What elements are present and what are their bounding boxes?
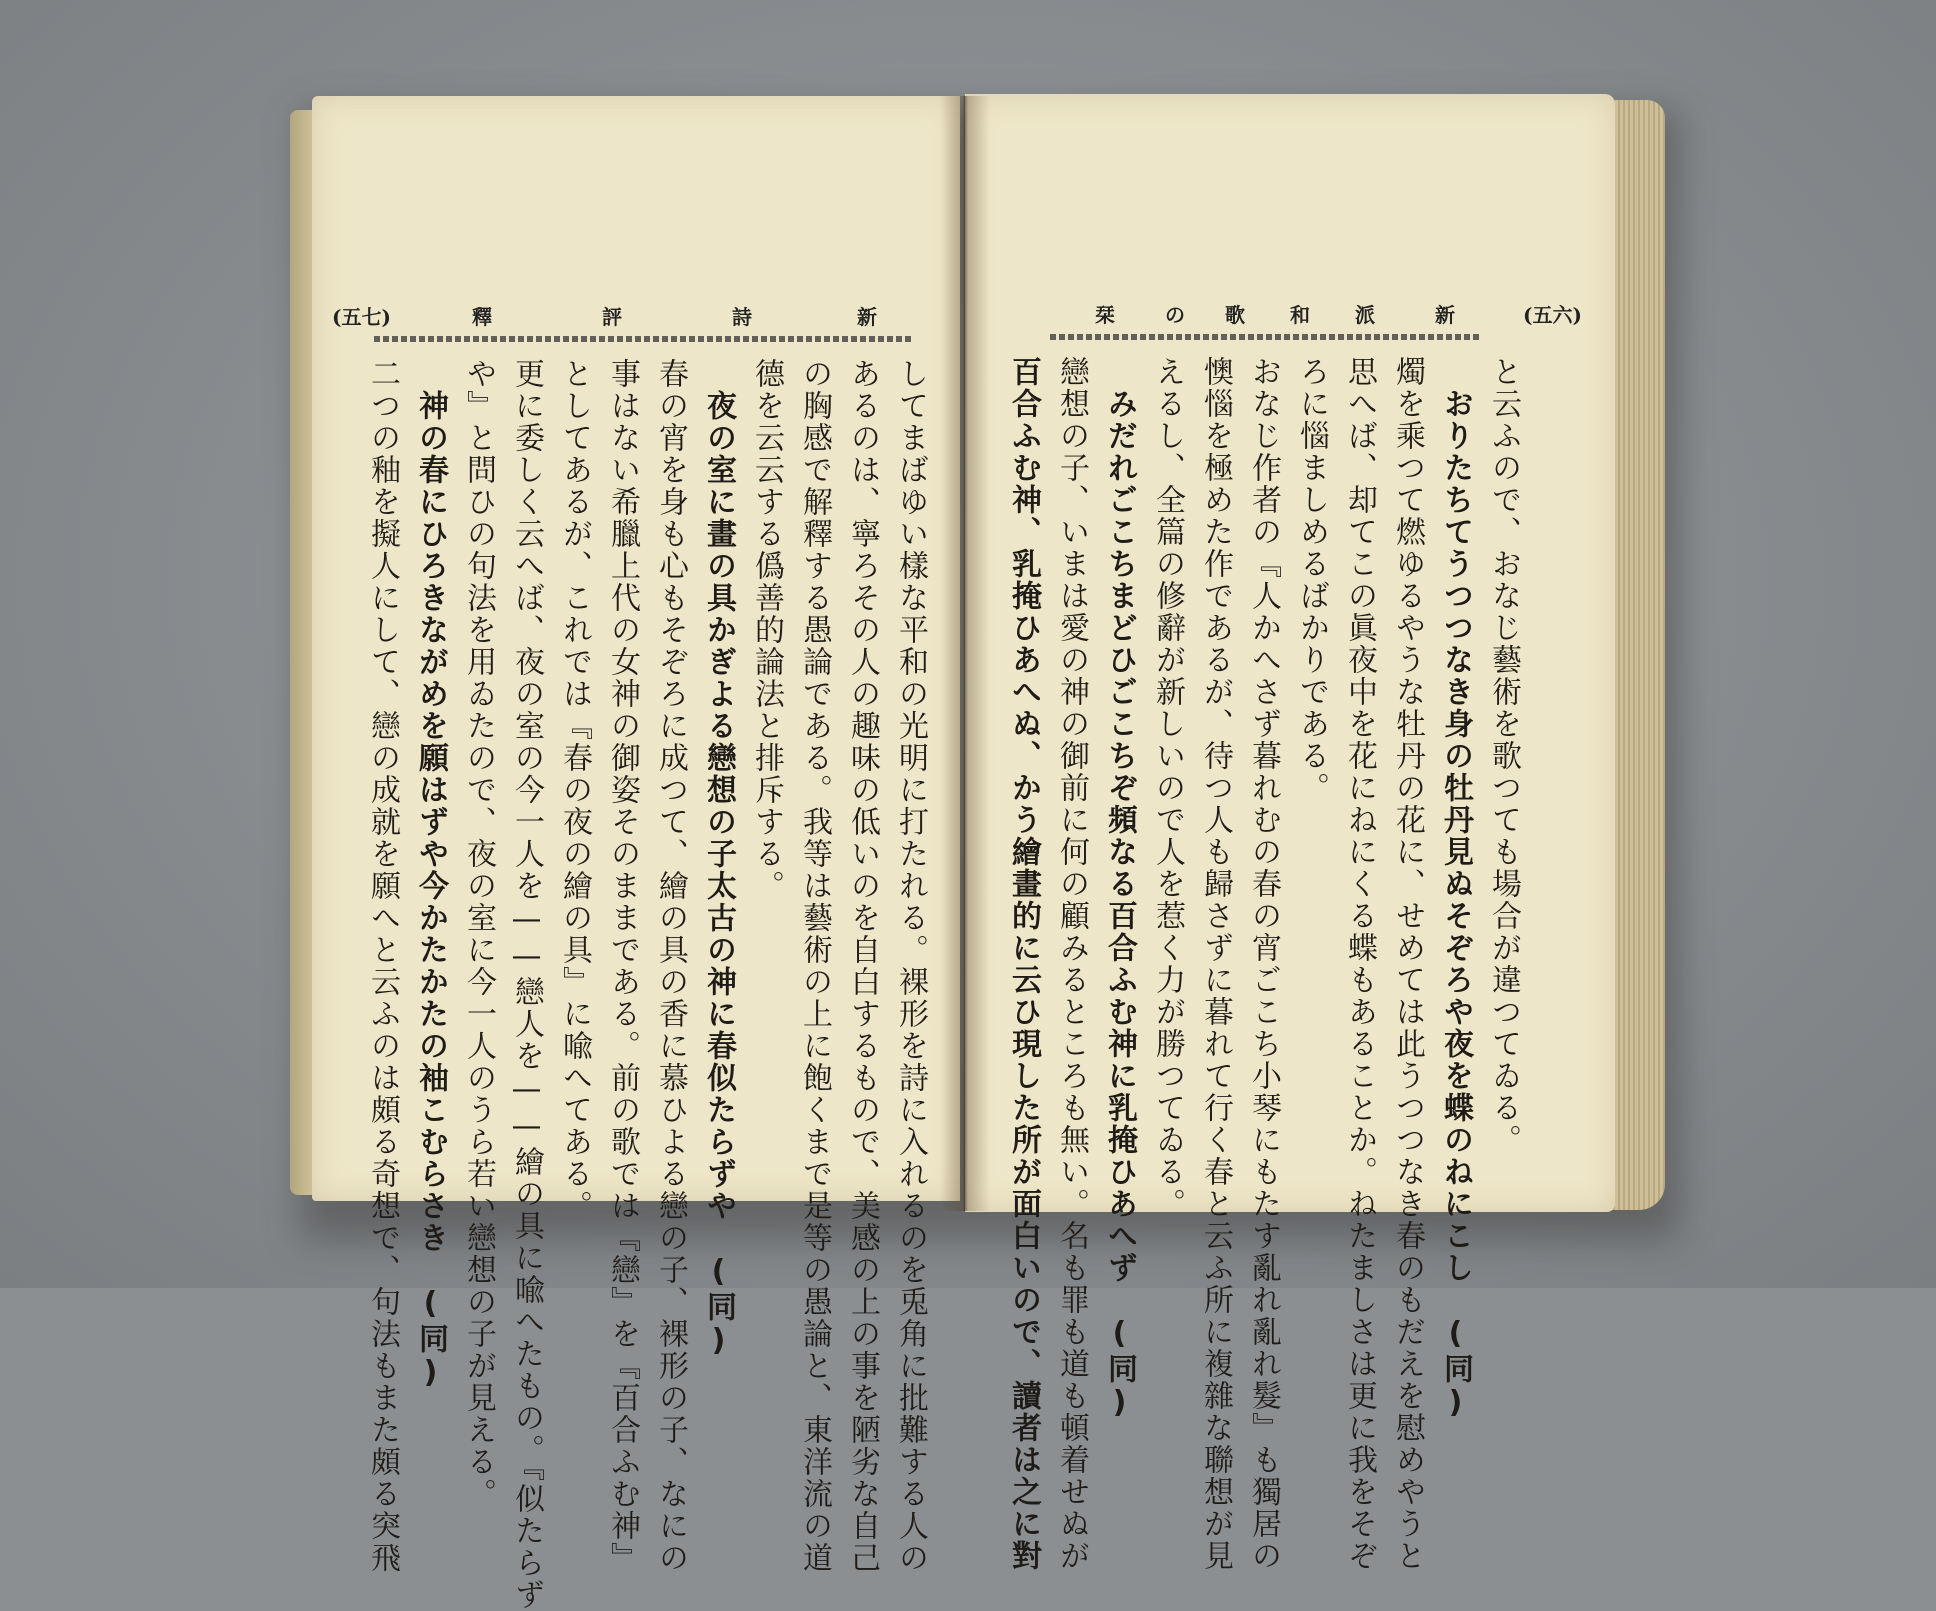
- text-column: えるし、全篇の修辭が新しいので人を惹く力が勝つてゐる。: [1150, 356, 1185, 1220]
- right-head-char: 新: [1435, 303, 1455, 327]
- left-page: [312, 96, 960, 1611]
- text-column: ろに惱ましめるばかりである。: [1294, 356, 1329, 804]
- text-column: 百合ふむ神、乳掩ひあへぬ、かう繪畫的に云ひ現した所が面白いので、讀者は之に對: [1006, 356, 1041, 1572]
- left-running-header: [332, 301, 942, 329]
- right-head-char: 歌: [1225, 303, 1245, 327]
- text-column: 戀想の子、いまは愛の神の御前に何の顧みるところも無い。名も罪も道も頓着せぬが: [1054, 356, 1089, 1572]
- poem-column: おりたちてうつつなき身の牡丹見ぬそぞろや夜を蝶のねにこし (同): [1438, 356, 1473, 1422]
- right-head-char: 和: [1290, 303, 1310, 327]
- poem-column: 神の春にひろきながめを願はずや今かたかたの袖こむらさき (同): [413, 358, 448, 1392]
- right-head-char: 栞: [1095, 303, 1115, 327]
- right-header-rule: [1050, 334, 1480, 340]
- poem-column: 夜の室に畫の具かぎよる戀想の子太古の神に春似たらずや (同): [701, 358, 736, 1360]
- text-column: 德を云云する僞善的論法と排斥する。: [749, 358, 784, 902]
- text-column: あるのは、寧ろその人の趣味の低いのを自白するもので、美感の上の事を陋劣な自己: [845, 358, 880, 1574]
- text-column: 思へば、却てこの眞夜中を花にねにくる蝶もあることか。ねたましさは更に我をそぞ: [1342, 356, 1377, 1572]
- right-page: [965, 94, 1615, 1572]
- right-page-number: (五六): [1523, 303, 1582, 327]
- text-column: 燭を乘つて燃ゆるやうな牡丹の花に、せめては此うつつなき春のもだえを慰めやうと: [1390, 356, 1425, 1572]
- right-head-char: 派: [1355, 303, 1375, 327]
- left-head-char: 釋: [472, 305, 492, 329]
- book-gutter: [940, 96, 990, 1211]
- text-column: 事はない希臘上代の女神の御姿そのままである。前の歌では『戀』を『百合ふむ神』: [605, 358, 640, 1574]
- text-column: としてあるが、これでは『春の夜の繪の具』に喩へてある。: [557, 358, 592, 1222]
- text-column: の胸感で解釋する愚論である。我等は藝術の上に飽くまで是等の愚論と、東洋流の道: [797, 358, 832, 1574]
- left-head-char: 評: [602, 305, 622, 329]
- left-page-number: (五七): [332, 305, 391, 329]
- left-header-rule: [374, 336, 914, 342]
- left-head-char: 新: [857, 305, 877, 329]
- left-head-char: 詩: [732, 305, 752, 329]
- text-column: と云ふので、おなじ藝術を歌つても場合が違つてゐる。: [1486, 356, 1521, 1156]
- text-column: 更に委しく云へば、夜の室の今一人を——戀人を——繪の具に喩へたもの。『似たらず: [509, 358, 544, 1611]
- text-column: 懊惱を極めた作であるが、待つ人も歸さずに暮れて行く春と云ふ所に複雜な聯想が見: [1198, 356, 1233, 1572]
- right-head-char: の: [1165, 303, 1185, 327]
- right-running-header: [1045, 299, 1605, 327]
- text-column: してまばゆい樣な平和の光明に打たれる。裸形を詩に入れるのを兎角に批難する人の: [893, 358, 928, 1574]
- text-column: おなじ作者の『人かへさず暮れむの春の宵ごこち小琴にもたす亂れ亂れ髮』も獨居の: [1246, 356, 1281, 1572]
- text-column: 春の宵を身も心もそぞろに成つて、繪の具の香に慕ひよる戀の子、裸形の子、なにの: [653, 358, 688, 1574]
- text-column: 二つの釉を擬人にして、戀の成就を願へと云ふのは頗る奇想で、句法もまた頗る突飛: [365, 358, 400, 1574]
- poem-column: みだれごこちまどひごこちぞ頻なる百合ふむ神に乳掩ひあへず (同): [1102, 356, 1137, 1422]
- text-column: や』と問ひの句法を用ゐたので、夜の室に今一人のうら若い戀想の子が見える。: [461, 358, 496, 1510]
